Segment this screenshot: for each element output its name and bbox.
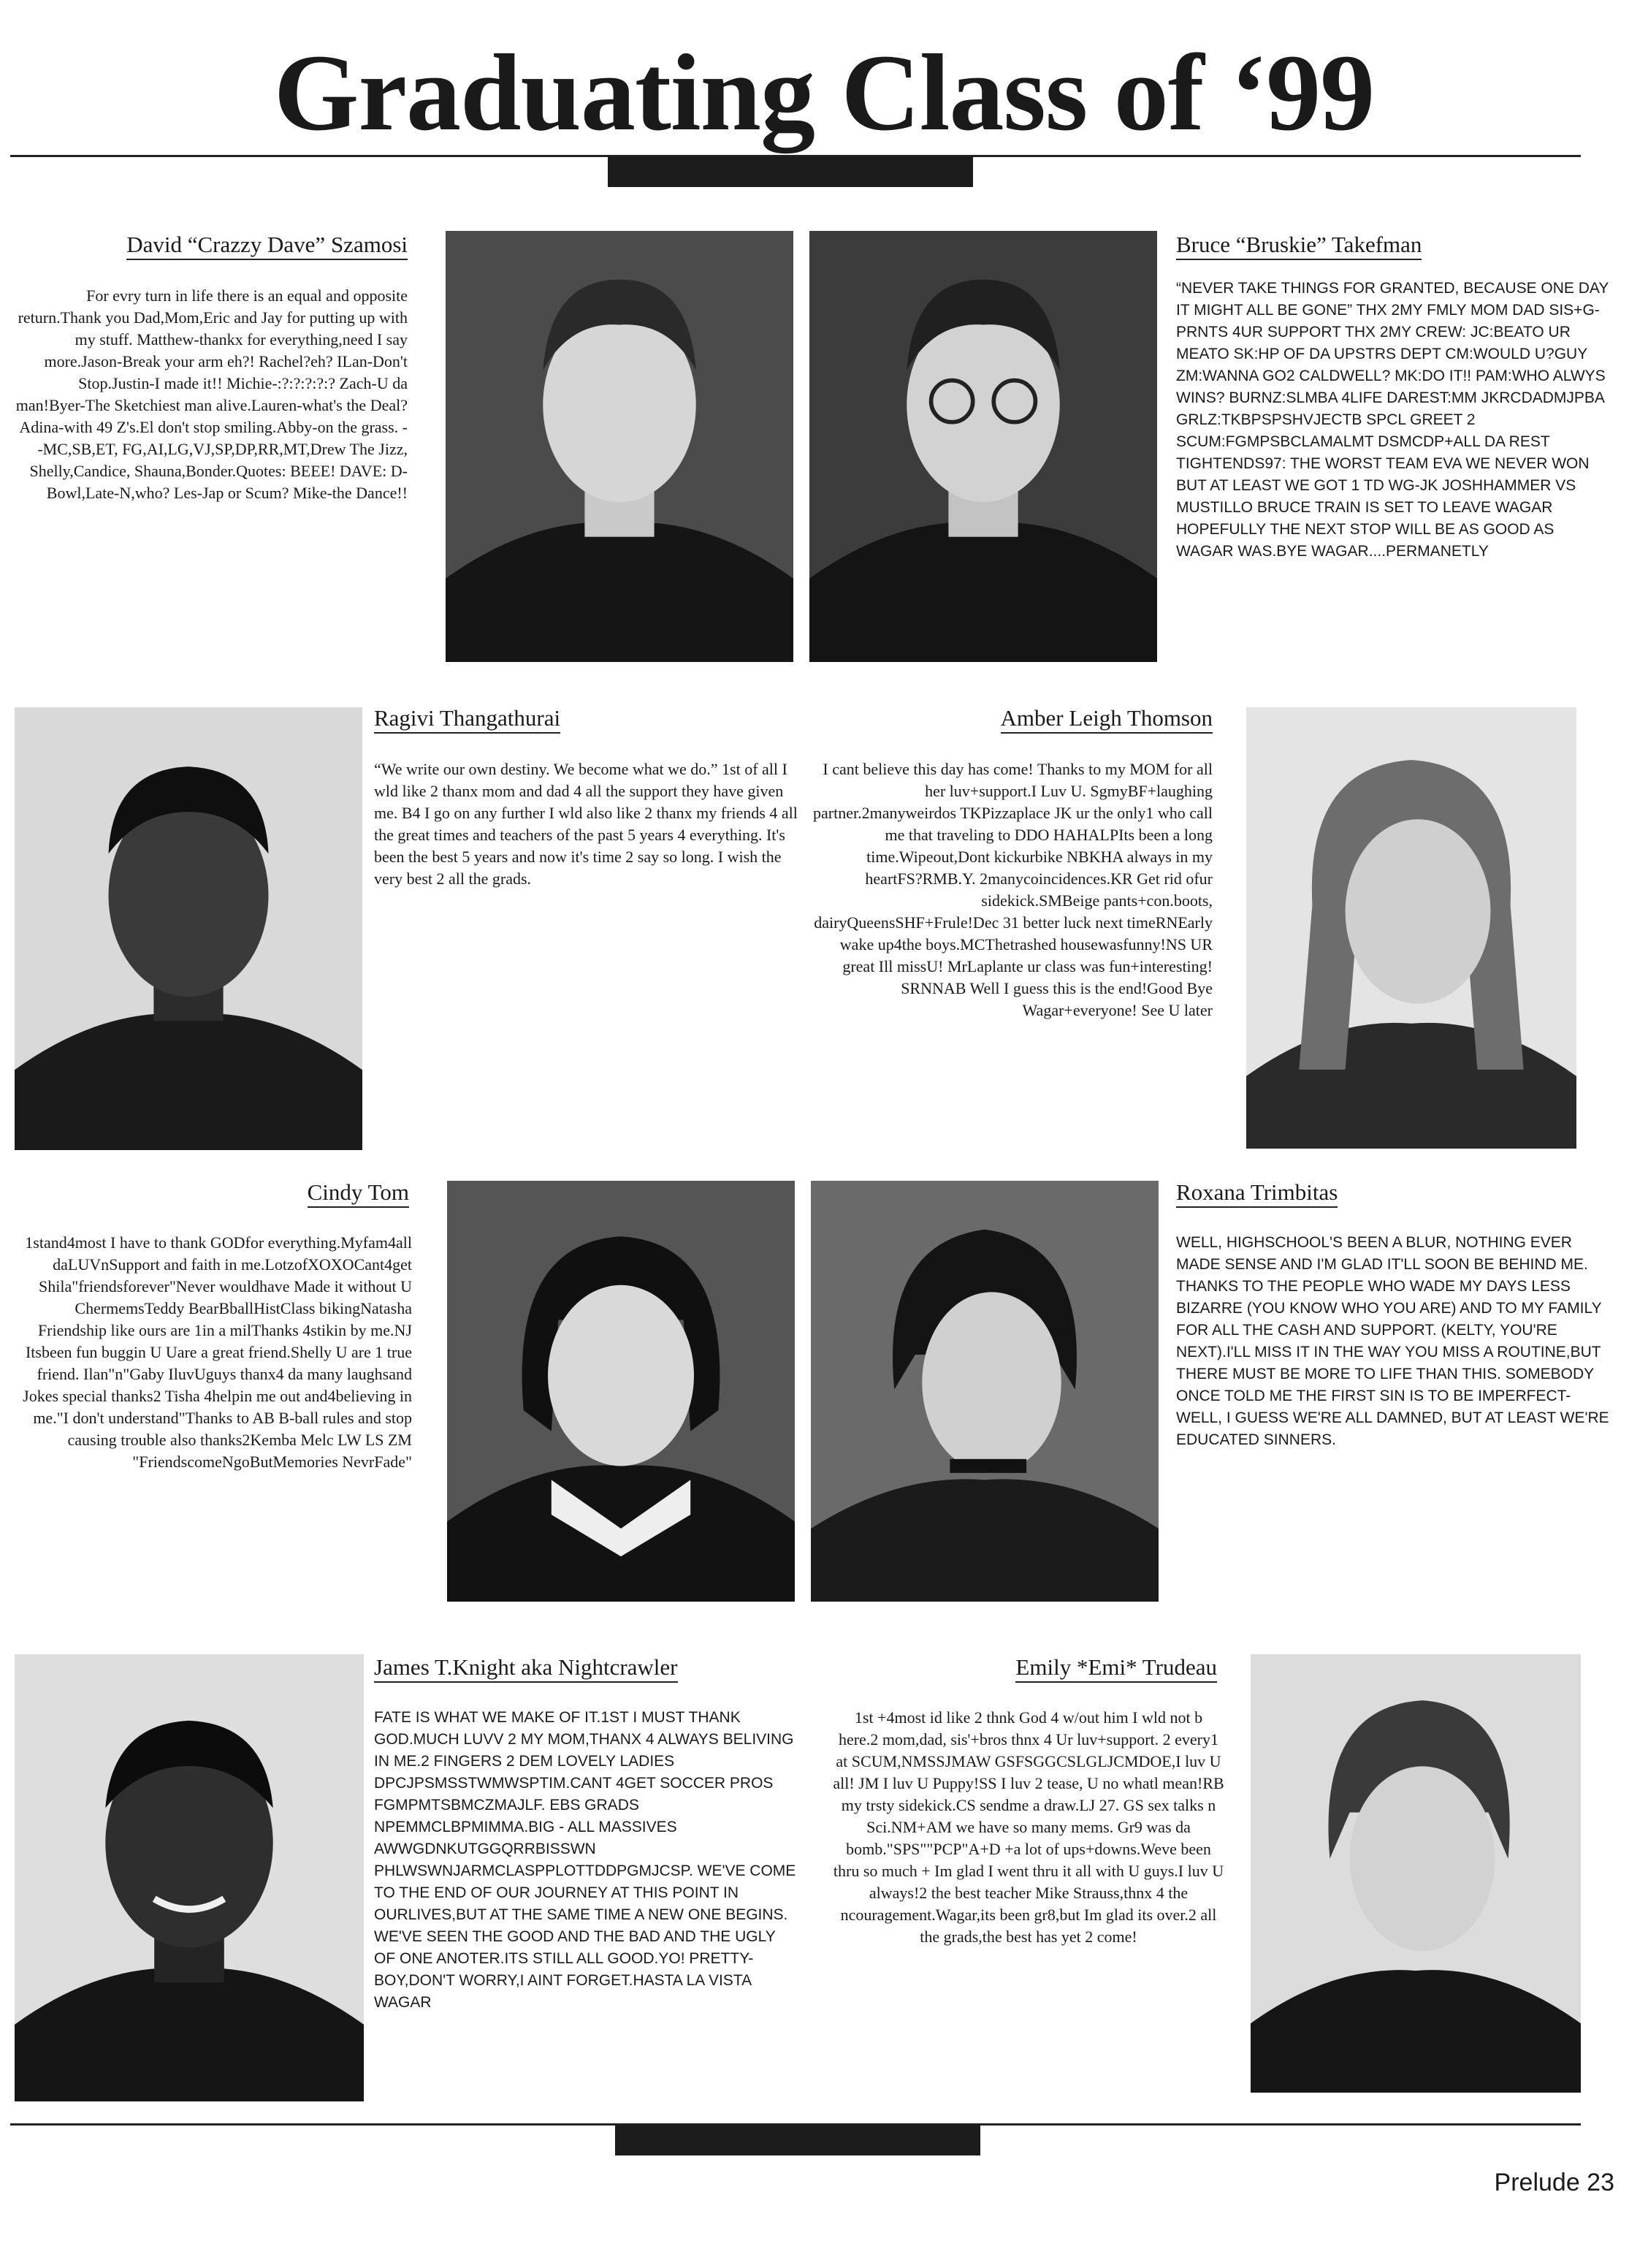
footer-band: [615, 2125, 980, 2155]
student-photo-trudeau: [1251, 1654, 1581, 2093]
page-footer: Prelude 23: [1494, 2169, 1614, 2196]
student-photo-trimbitas: [811, 1181, 1159, 1602]
student-name-trudeau: Emily *Emi* Trudeau: [825, 1653, 1217, 1682]
student-blurb-thangathurai: “We write our own destiny. We become what we do.” 1st of all I wld like 2 thanx mom and dad 4 all the support they have given me. B4 I go on any further I wld also like 2 thanx my friends 4 all the great times and teachers of the past 5 years 4 everything. It's been the best 5 years and now it's time 2 say so long. I wish the very best 2 all the grads.: [374, 760, 798, 888]
student-name-szamosi: David “Crazzy Dave” Szamosi: [15, 230, 408, 259]
student-blurb-thomson: I cant believe this day has come! Thanks to my MOM for all her luv+support.I Luv U. SgmyBF+laughing partner.2manyweirdos TKPizzaplace JK ur the only1 who call me that traveling to DDO HAHALPIts been a long time.Wipeout,Dont kickurbike NBKHA always in my heartFS?RMB.Y. 2manycoincidences.KR Get rid ofur sidekick.SMBeige pants+con.boots, dairyQueensSHF+Frule!Dec 31 better luck next timeRNEarly wake up4the boys.MCThetrashed housewasfunny!NS UR great Ill missU! MrLaplante ur class was fun+interesting! SRNNAB Well I guess this is the end!Good Bye Wagar+everyone! See U later: [813, 760, 1213, 1019]
student-photo-szamosi: [446, 231, 793, 662]
student-photo-takefman: [809, 231, 1157, 662]
student-blurb-trudeau: 1st +4most id like 2 thnk God 4 w/out him I wld not b here.2 mom,dad, sis'+bros thnx 4 Ur luv+support. 2 every1 at SCUM,NMSSJMAW GSFSGGCSLGLJCMDOE,I luv U all! JM I luv U Puppy!SS I luv 2 tease, U no whatl mean!RB my trsty sidekick.CS sendme a draw.LJ 27. GS sex talks n Sci.NM+AM we have so many mems. Gr9 was da bomb."SPS""PCP"A+D +a lot of ups+downs.Weve been thru so much + Im glad I went thru it all with U guys.I luv U always!2 the best teacher Mike Strauss,thnx 4 the ncouragement.Wagar,its been gr8,but Im glad its over.2 all the grads,the best has yet 2 come!: [833, 1708, 1224, 1946]
student-photo-thangathurai: [15, 707, 362, 1150]
student-blurb-szamosi: For evry turn in life there is an equal and opposite return.Thank you Dad,Mom,Eric and Jay for putting up with my stuff. Matthew-thankx for everything,need I say more.Jason-Break your arm eh?! Rachel?eh? ILan-Don't Stop.Justin-I made it!! Michie-:?:?:?:?:? Zach-U da man!Byer-The Sketchiest man alive.Lauren-what's the Deal? Adina-with 49 Z's.El don't stop smiling.Abby-on the grass. --MC,SB,ET, FG,AI,LG,VJ,SP,DP,RR,MT,Drew The Jizz, Shelly,Candice, Shauna,Bonder.Quotes: BEEE! DAVE: D-Bowl,Late-N,who? Les-Jap or Scum? Mike-the Dance!!: [15, 286, 408, 502]
title-band: [608, 156, 973, 187]
student-blurb-knight: FATE IS WHAT WE MAKE OF IT.1ST I MUST THANK GOD.MUCH LUVV 2 MY MOM,THANX 4 ALWAYS BELIVING IN ME.2 FINGERS 2 DEM LOVELY LADIES DPCJPSMSSTWMWSPTIM.CANT 4GET SOCCER PROS FGMPMTSBMCZMAJLF. EBS GRADS NPEMMCLBPMIMMA.BIG - ALL MASSIVES AWWGDNKUTGGQRRBISSWN PHLWSWNJARMCLASPPLOTTDDPGMJCSP. WE'VE COME TO THE END OF OUR JOURNEY AT THIS POINT IN OURLIVES,BUT AT THE SAME TIME A NEW ONE BEGINS. WE'VE SEEN THE GOOD AND THE BAD AND THE UGLY OF ONE ANOTER.ITS STILL ALL GOOD.YO! PRETTY-BOY,DON'T WORRY,I AINT FORGET.HASTA LA VISTA WAGAR: [374, 1709, 796, 2011]
student-blurb-tom: 1stand4most I have to thank GODfor everything.Myfam4all daLUVnSupport and faith in me.LotzofXOXOCant4get Shila"friendsforever"Never wouldhave Made it without U ChermemsTeddy BearBballHistClass bikingNatasha Friendship like ours are 1in a milThanks 4stikin by me.NJ Itsbeen fun buggin U Uare a great friend.Shelly U are 1 true friend. Ilan"n"Gaby IluvUguys thanx4 da many laughsand Jokes special thanks2 Tisha 4helpin me out and4believing in me."I don't understand"Thanks to AB B-ball rules and stop causing trouble also thanks2Kemba Melc LW LS ZM "FriendscomeNgoButMemories NevrFade": [23, 1233, 412, 1471]
student-name-knight: James T.Knight aka Nightcrawler: [374, 1653, 798, 1682]
student-name-takefman: Bruce “Bruskie” Takefman: [1176, 230, 1614, 259]
student-name-trimbitas: Roxana Trimbitas: [1176, 1178, 1585, 1207]
student-name-thangathurai: Ragivi Thangathurai: [374, 704, 783, 733]
page-title: Graduating Class of ‘99: [273, 32, 1375, 153]
student-photo-tom: [447, 1181, 795, 1602]
student-blurb-takefman: “NEVER TAKE THINGS FOR GRANTED, BECAUSE ONE DAY IT MIGHT ALL BE GONE” THX 2MY FMLY MOM DAD SIS+G-PRNTS 4UR SUPPORT THX 2MY CREW: JC:BEATO UR MEATO SK:HP OF DA UPSTRS DEPT CM:WOULD U?GUY ZM:WANNA GO2 CALDWELL? MK:DO IT!! PAM:WHO ALWYS WINS? BURNZ:SLMBA 4LIFE DAREST:MM JKRCDADMJPBA GRLZ:TKBPSPSHVJECTB SPCL GREET 2 SCUM:FGMPSBCLAMALMT DSMCDP+ALL DA REST TIGHTENDS97: THE WORST TEAM EVA WE NEVER WON BUT AT LEAST WE GOT 1 TD WG-JK JOSHHAMMER VS MUSTILLO BRUCE TRAIN IS SET TO LEAVE WAGAR HOPEFULLY THE NEXT STOP WILL BE AS GOOD AS WAGAR WAS.BYE WAGAR....PERMANETLY: [1176, 280, 1609, 560]
student-blurb-trimbitas: WELL, HIGHSCHOOL'S BEEN A BLUR, NOTHING EVER MADE SENSE AND I'M GLAD IT'LL SOON BE BEHIND ME. THANKS TO THE PEOPLE WHO WADE MY DAYS LESS BIZARRE (YOU KNOW WHO YOU ARE) AND TO MY FAMILY FOR ALL THE CASH AND SUPPORT. (KELTY, YOU'RE NEXT).I'LL MISS IT IN THE WAY YOU MISS A ROUTINE,BUT THERE MUST BE MORE TO LIFE THAN THIS. SOMEBODY ONCE TOLD ME THE FIRST SIN IS TO BE IMPERFECT-WELL, I GUESS WE'RE ALL DAMNED, BUT AT LEAST WE'RE EDUCATED SINNERS.: [1176, 1234, 1609, 1448]
student-photo-thomson: [1246, 707, 1576, 1149]
student-photo-knight: [15, 1654, 364, 2101]
student-name-thomson: Amber Leigh Thomson: [825, 704, 1213, 733]
student-name-tom: Cindy Tom: [15, 1178, 409, 1207]
